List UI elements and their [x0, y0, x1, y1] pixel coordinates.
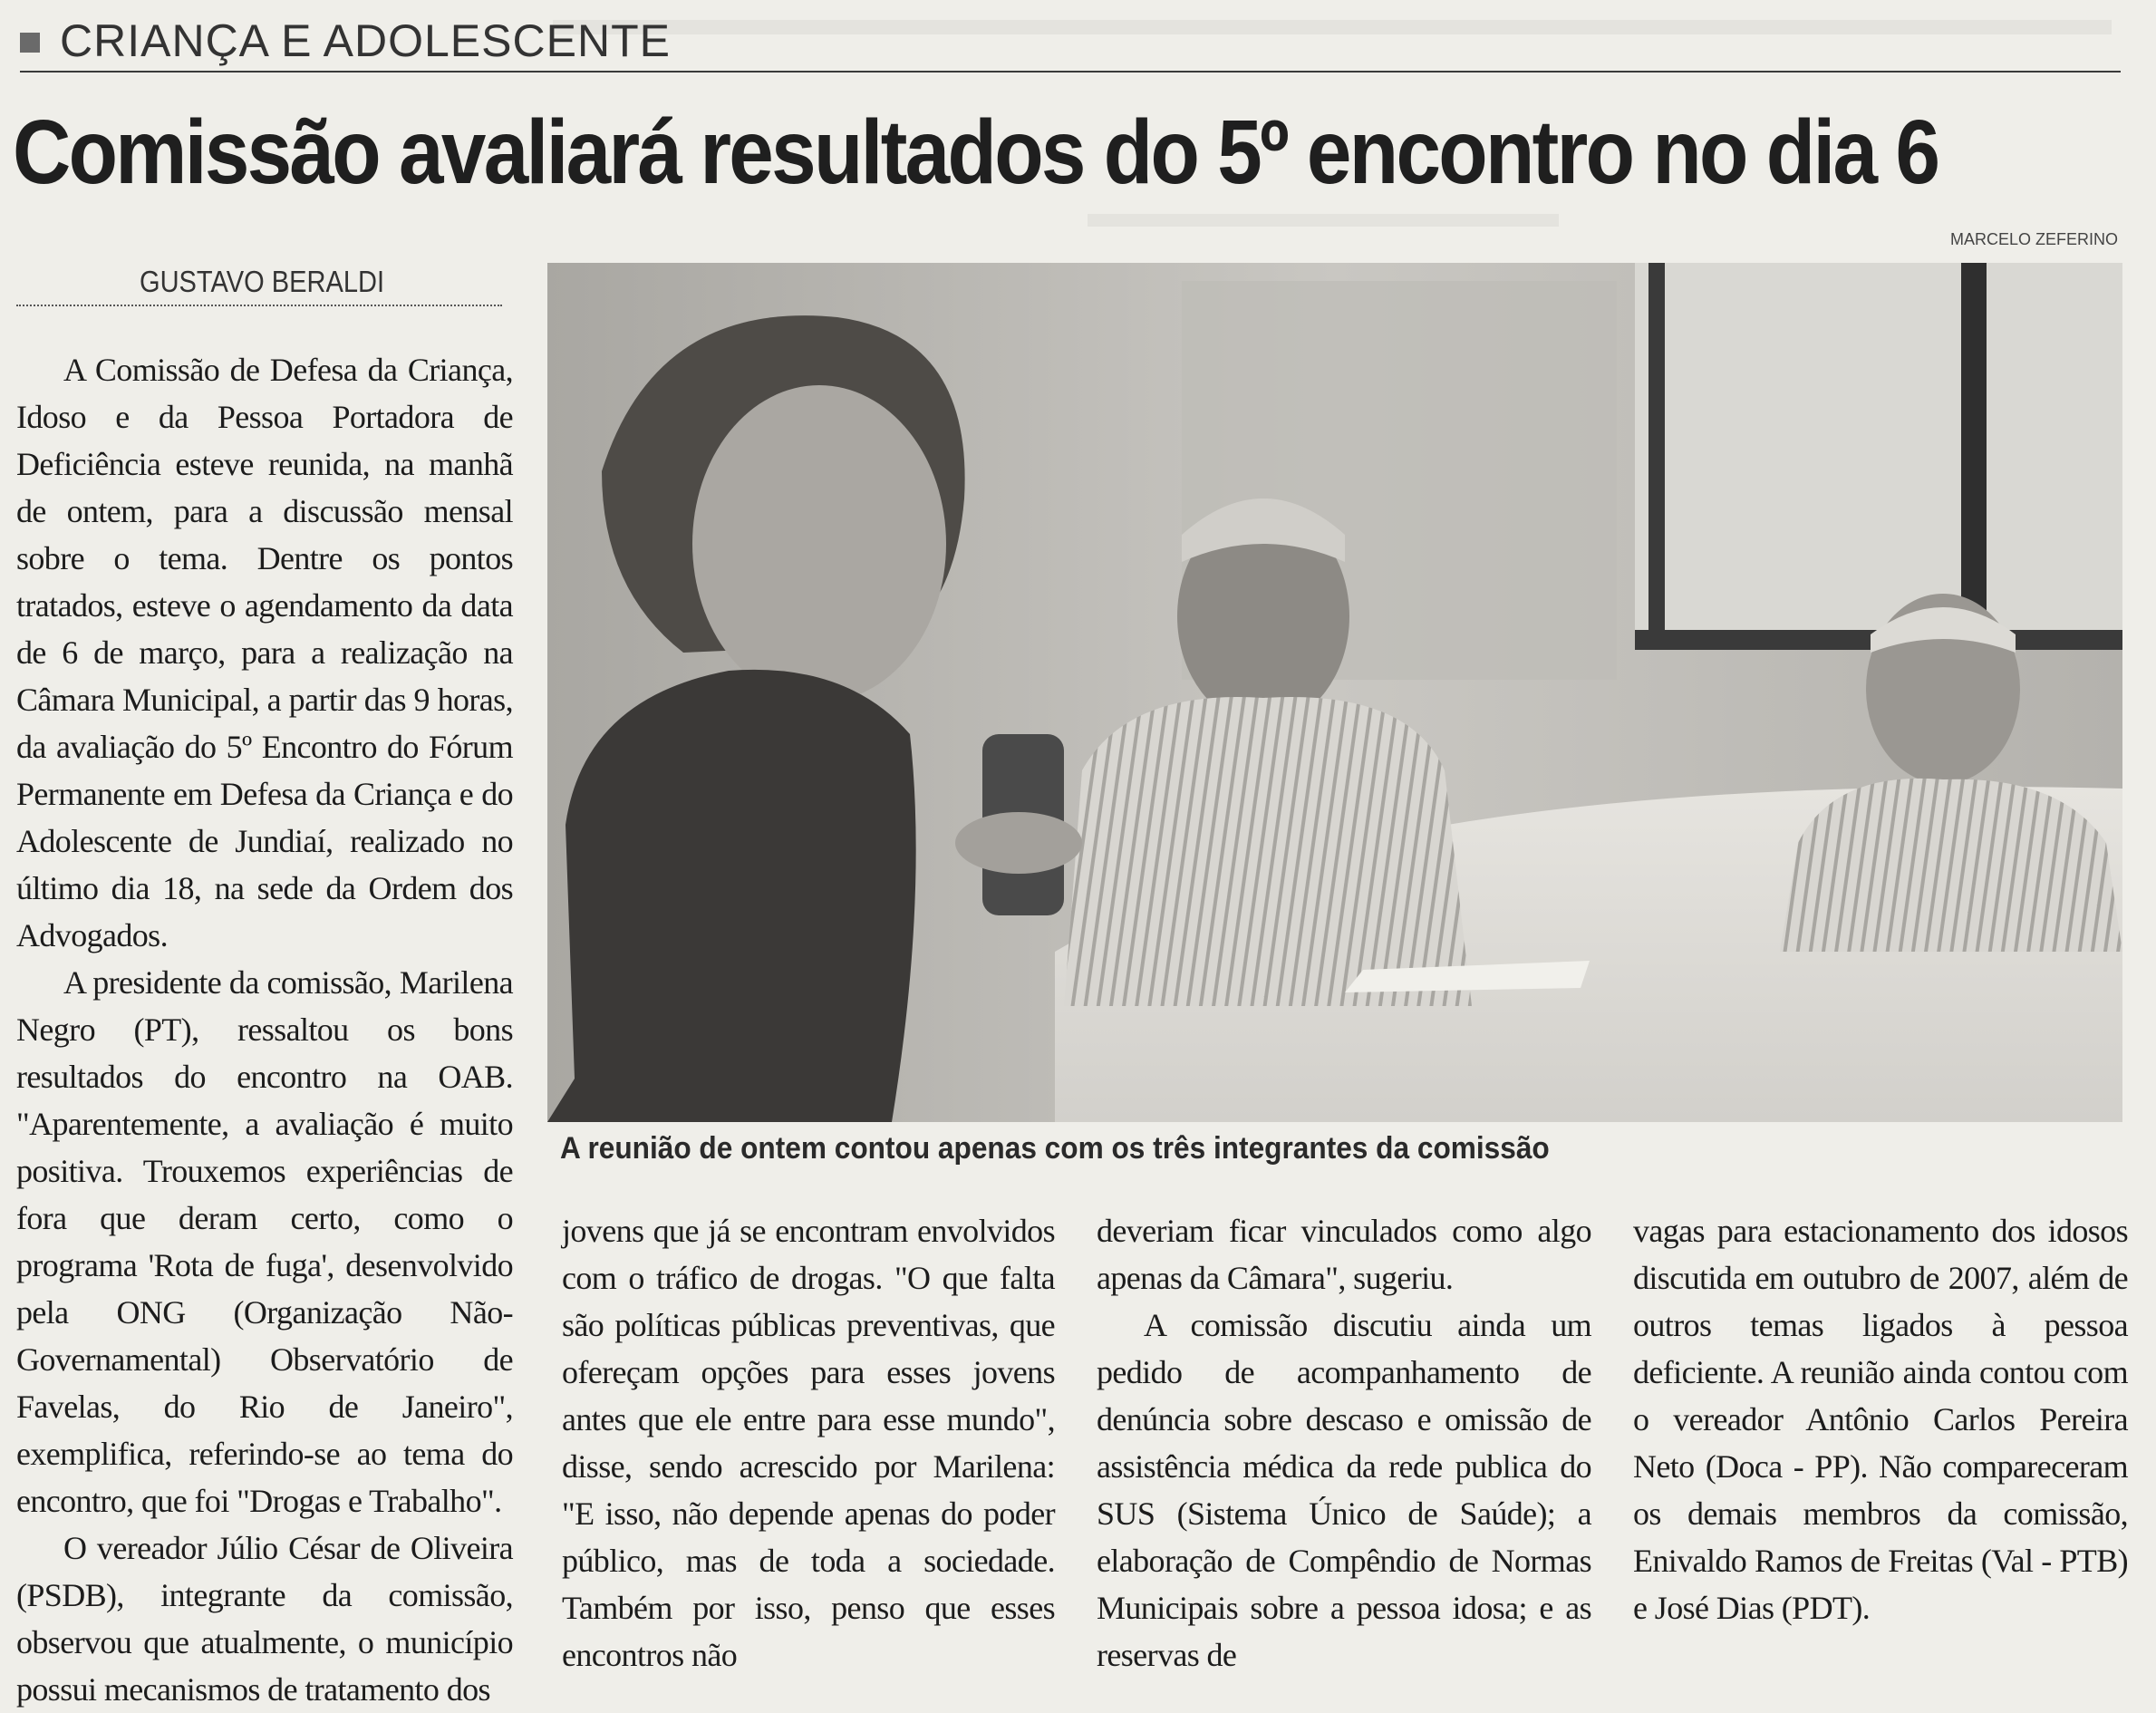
article-paragraph: A presidente da comissão, Marilena Negro (PT), ressaltou os bons resultados do encontro na OAB. "Aparentemente, a avaliação é muito positiva. Trouxemos experiências de fora que deram certo, como o programa 'Rota de fuga', desenvolvido pela ONG (Organização Não-Governamental) Observatório de Favelas, do Rio de Janeiro", exemplifica, referindo-se ao tema do encontro, que foi "Drogas e Trabalho". — [16, 964, 513, 1519]
article-column-2 — [562, 1207, 1055, 1679]
bleed-through-mark — [1088, 214, 1559, 227]
photo-credit: MARCELO ZEFERINO — [1950, 230, 2119, 248]
article-paragraph: vagas para estacionamento dos idosos discutida em outubro de 2007, além de outros temas ligados à pessoa deficiente. A reunião ainda contou com o vereador Antônio Carlos Pereira Neto (Doca - PP). Não compareceram os demais membros da comissão, Enivaldo Ramos de Freitas (Val - PTB) e José Dias (PDT). — [1633, 1213, 2128, 1626]
headline: Comissão avaliará resultados do 5º encontro no dia 6 — [13, 102, 1938, 203]
article-paragraph: A comissão discutiu ainda um pedido de acompanhamento de denúncia sobre descaso e omissão de assistência médica da rede publica do SUS (Sistema Único de Saúde); a elaboração de Compêndio de Normas Municipais sobre a pessoa idosa; e as reservas de — [1097, 1307, 1591, 1673]
byline — [16, 265, 502, 306]
section-title: CRIANÇA E ADOLESCENTE — [60, 15, 671, 66]
section-header — [20, 13, 2121, 73]
photo-caption: A reunião de ontem contou apenas com os três integrantes da comissão — [560, 1131, 1550, 1166]
byline-author: GUSTAVO BERALDI — [140, 265, 385, 298]
meeting-photo-image — [547, 263, 2122, 1122]
article-column-4 — [1633, 1207, 2128, 1631]
article-paragraph: A Comissão de Defesa da Criança, Idoso e da Pessoa Portadora de Deficiência esteve reunida, na manhã de ontem, para a discussão mensal sobre o tema. Dentre os pontos tratados, esteve o agendamento da data de 6 de março, para a realização na Câmara Municipal, a partir das 9 horas, da avaliação do 5º Encontro do Fórum Permanente em Defesa da Criança e do Adolescente de Jundiaí, realizado no último dia 18, na sede da Ordem dos Advogados. — [16, 352, 513, 953]
article-paragraph: jovens que já se encontram envolvidos com o tráfico de drogas. "O que falta são políticas públicas preventivas, que ofereçam opções para esses jovens antes que ele entre para esse mundo", disse, sendo acrescido por Marilena: "E isso, não depende apenas do poder público, mas de toda a sociedade. Também por isso, penso que esses encontros não — [562, 1213, 1055, 1673]
square-bullet-icon — [20, 33, 40, 53]
article-paragraph: deveriam ficar vinculados como algo apenas da Câmara", sugeriu. — [1097, 1213, 1591, 1296]
article-paragraph: O vereador Júlio César de Oliveira (PSDB), integrante da comissão, observou que atualmente, o município possui mecanismos de tratamento dos — [16, 1530, 513, 1708]
meeting-photo — [547, 263, 2122, 1122]
article-column-1 — [16, 346, 513, 1713]
article-column-3 — [1097, 1207, 1591, 1679]
